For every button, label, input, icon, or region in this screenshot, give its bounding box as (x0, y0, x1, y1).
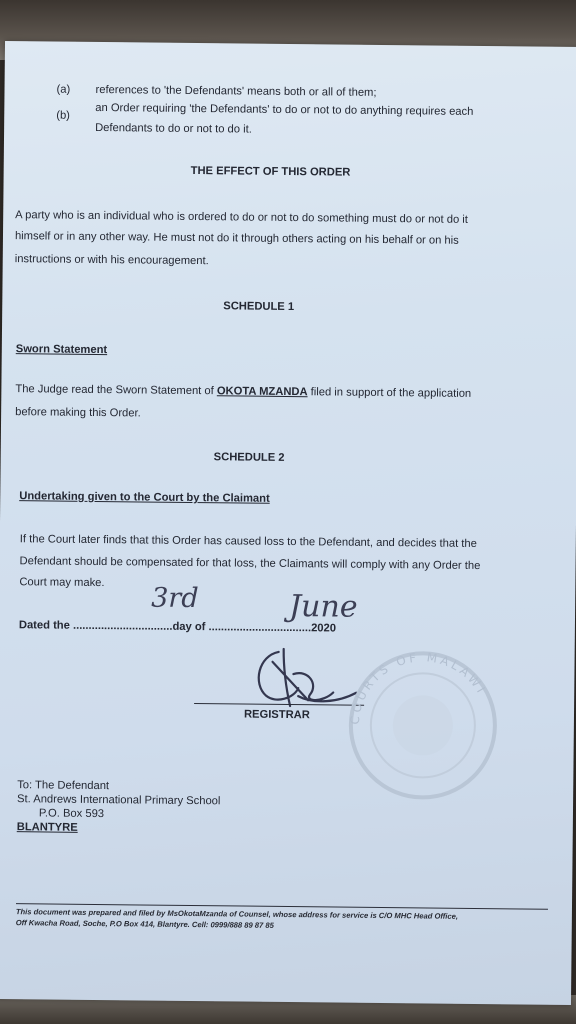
sworn-statement-line-2: before making this Order. (15, 406, 141, 420)
undertaking-heading: Undertaking given to the Court by the Claimant (19, 490, 270, 505)
address-city: BLANTYRE (16, 821, 78, 834)
dated-year: 2020 (311, 622, 337, 635)
document-page (0, 41, 576, 1005)
handwritten-day: 3rd (151, 582, 199, 615)
schedule-2-heading: SCHEDULE 2 (213, 451, 285, 464)
sworn-statement-pre: The Judge read the Sworn Statement of (15, 383, 217, 398)
definition-b-line-2: Defendants to do or not to do it. (95, 121, 252, 136)
definition-marker-a: (a) (56, 83, 71, 96)
sworn-statement-heading: Sworn Statement (15, 343, 108, 357)
dated-label: Dated the (18, 619, 70, 632)
undertaking-line-2: Defendant should be compensated for that loss, the Claimants will comply with any Order the (19, 555, 481, 573)
handwritten-month: June (288, 589, 358, 625)
sworn-statement-post: filed in support of the application (307, 386, 472, 400)
definition-b-line-1: an Order requiring 'the Defendants' to do or not to do anything requires each (95, 101, 474, 118)
effect-line-1: A party who is an individual who is ordered to do or not to do something must do or not do it (15, 209, 468, 226)
undertaking-line-1: If the Court later finds that this Order has caused loss to the Defendant, and decides that the (19, 533, 477, 550)
seal-text: COURTS OF MALAWI (347, 650, 490, 726)
dated-month-blank: ................................. (208, 621, 312, 635)
registrar-label: REGISTRAR (243, 708, 310, 722)
dated-day-blank: ................................ (72, 619, 173, 633)
address-line-1: To: The Defendant (17, 779, 110, 793)
deponent-name: OKOTA MZANDA (216, 385, 308, 399)
undertaking-line-3: Court may make. (19, 576, 105, 590)
address-line-3: P.O. Box 593 (38, 807, 105, 821)
court-embossed-seal (337, 645, 509, 807)
footer-line-1: This document was prepared and filed by MsOkotaMzanda of Counsel, whose address for service is C/O MHC Head Office, (15, 907, 459, 921)
day-of-label: day of (172, 620, 206, 634)
effect-line-2: himself or in any other way. He must not do it through others acting on his behalf or on his (14, 230, 459, 247)
schedule-1-heading: SCHEDULE 1 (223, 300, 295, 314)
definition-marker-b: (b) (56, 109, 71, 122)
effect-heading: THE EFFECT OF THIS ORDER (190, 164, 351, 179)
footer-line-2: Off Kwacha Road, Soche, P.O Box 414, Blantyre. Cell: 0999/888 89 87 85 (15, 918, 274, 930)
address-line-2: St. Andrews International Primary School (17, 793, 221, 808)
definition-a-text: references to 'the Defendants' means both or all of them; (95, 83, 377, 99)
sworn-statement-line-1 (15, 383, 471, 400)
effect-line-3: instructions or with his encouragement. (14, 253, 209, 268)
